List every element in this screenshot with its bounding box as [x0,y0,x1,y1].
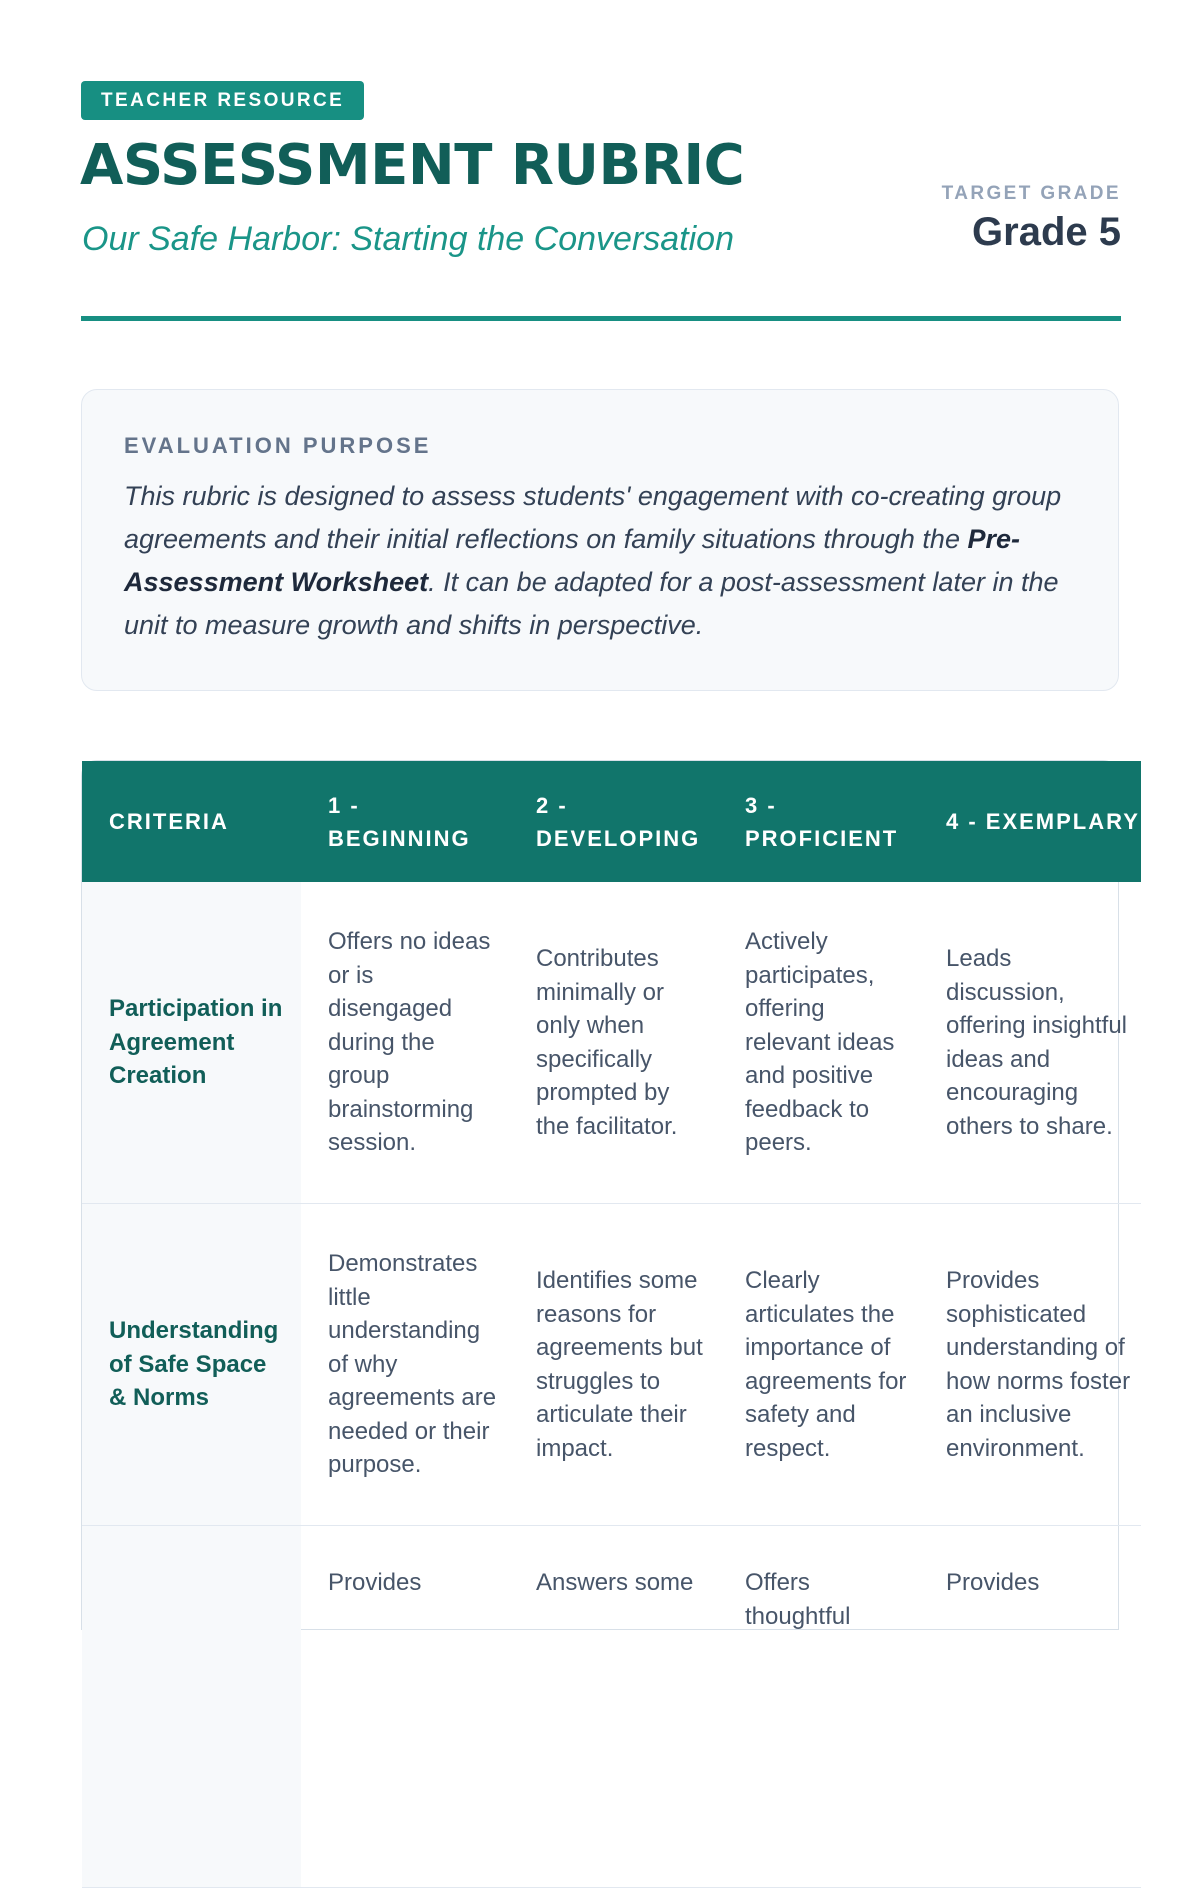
purpose-text [124,475,1076,647]
criterion-cell [82,1526,301,1888]
table-row [82,882,1141,1204]
header-row [80,81,1121,258]
column-header-criteria: CRITERIA [82,761,301,882]
target-grade-label: TARGET GRADE [941,183,1121,204]
level-cell: Answers some [509,1526,718,1888]
level-cell: Offers no ideas or is disengaged during the group brainstorming session. [301,882,509,1204]
criterion-cell: Understanding of Safe Space & Norms [82,1204,301,1526]
header-divider [81,316,1121,321]
purpose-text-start: This rubric is designed to assess students' engagement with co-creating group agreements and their initial reflections on family situations through the [124,481,1062,554]
page-subtitle: Our Safe Harbor: Starting the Conversation [82,220,734,258]
level-cell: Contributes minimally or only when specifically prompted by the facilitator. [509,882,718,1204]
level-cell: Actively participates, offering relevant ideas and positive feedback to peers. [718,882,919,1204]
rubric-table [82,761,1141,1888]
rubric-table-container [81,760,1140,1630]
level-cell: Provides [301,1526,509,1888]
level-cell: Provides [919,1526,1141,1888]
target-grade-value: Grade 5 [972,210,1121,254]
level-cell: Leads discussion, offering insightful ideas and encouraging others to share. [919,882,1141,1204]
page-title: ASSESSMENT RUBRIC [80,133,745,198]
column-header-exemplary: 4 - EXEMPLARY [919,761,1141,882]
level-cell: Offers thoughtful [718,1526,919,1888]
page-header [80,81,1121,258]
table-row [82,1526,1141,1888]
purpose-heading: EVALUATION PURPOSE [124,433,432,458]
level-cell: Clearly articulates the importance of agreements for safety and respect. [718,1204,919,1526]
column-header-beginning: 1 - BEGINNING [301,761,509,882]
column-header-developing: 2 - DEVELOPING [509,761,718,882]
criterion-cell: Participation in Agreement Creation [82,882,301,1204]
resource-badge: TEACHER RESOURCE [81,81,364,120]
purpose-text-end: . It can be adapted for a post-assessment later in the unit to measure growth and shifts in perspective. [124,567,1059,640]
level-cell: Provides sophisticated understanding of how norms foster an inclusive environment. [919,1204,1141,1526]
evaluation-purpose-card [81,389,1119,691]
rubric-header-row [82,761,1141,882]
level-cell: Identifies some reasons for agreements but struggles to articulate their impact. [509,1204,718,1526]
column-header-proficient: 3 - PROFICIENT [718,761,919,882]
target-grade [942,183,1121,255]
level-cell: Demonstrates little understanding of why agreements are needed or their purpose. [301,1204,509,1526]
table-row [82,1204,1141,1526]
worksheet-name: Pre-Assessment Worksheet [124,524,1020,597]
